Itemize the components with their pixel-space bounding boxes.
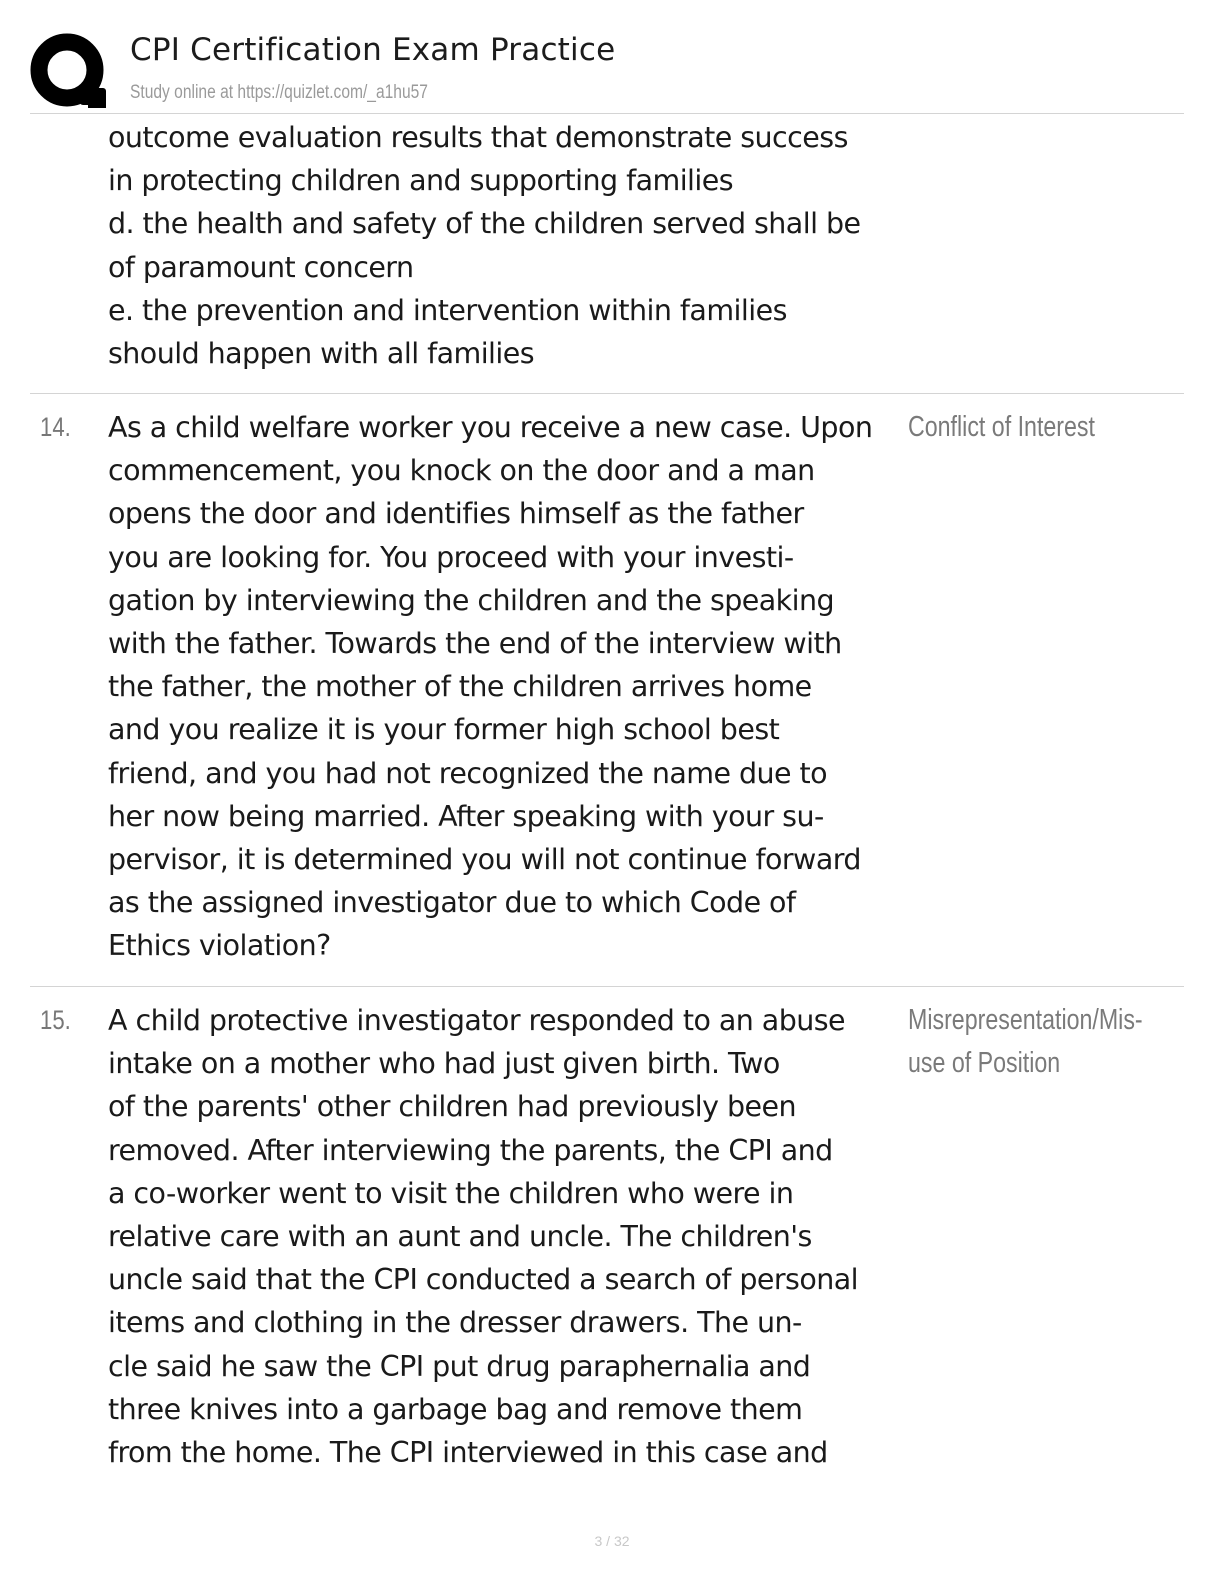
text-line: of the parents' other children had previously been xyxy=(108,1090,797,1124)
page-number: 3 / 32 xyxy=(594,1533,630,1549)
text-line: with the father. Towards the end of the interview with xyxy=(108,627,842,661)
quizlet-logo-icon xyxy=(30,32,110,112)
text-line: As a child welfare worker you receive a new case. Upon xyxy=(108,411,873,444)
text-line: Ethics violation? xyxy=(108,929,331,963)
page-title: CPI Certification Exam Practice xyxy=(130,32,616,68)
header-divider xyxy=(30,113,1184,114)
text-line: relative care with an aunt and uncle. The children's xyxy=(108,1220,812,1254)
text-line: opens the door and identifies himself as the father xyxy=(108,497,804,531)
answer-line: Misrepresentation/Mis- xyxy=(908,1004,1143,1036)
text-line: items and clothing in the dresser drawers. The un- xyxy=(108,1306,802,1340)
text-line: in protecting children and supporting families xyxy=(108,164,734,198)
text-line: the father, the mother of the children arrives home xyxy=(108,670,812,704)
continued-text xyxy=(108,116,908,375)
card-question xyxy=(108,406,908,968)
card-divider xyxy=(30,986,1184,987)
text-line: should happen with all families xyxy=(108,337,535,371)
text-line: as the assigned investigator due to which Code of xyxy=(108,886,796,920)
text-line: e. the prevention and intervention within families xyxy=(108,293,787,327)
text-line: from the home. The CPI interviewed in this case and xyxy=(108,1436,828,1470)
text-line: d. the health and safety of the children served shall be xyxy=(108,207,861,241)
page-header xyxy=(30,30,1190,114)
study-link[interactable]: Study online at https://quizlet.com/_a1hu57 xyxy=(130,82,428,103)
text-line: uncle said that the CPI conducted a search of personal xyxy=(108,1263,859,1297)
text-line: gation by interviewing the children and the speaking xyxy=(108,583,835,617)
card-answer xyxy=(908,406,1140,449)
text-line: removed. After interviewing the parents, the CPI and xyxy=(108,1133,833,1167)
card-number: 15. xyxy=(40,1005,71,1035)
text-line: you are looking for. You proceed with your investi- xyxy=(108,540,794,574)
text-line: friend, and you had not recognized the name due to xyxy=(108,756,828,790)
card-divider xyxy=(30,393,1184,394)
text-line: A child protective investigator responded to an abuse xyxy=(108,1004,846,1037)
text-line: and you realize it is your former high school best xyxy=(108,713,780,747)
answer-line: use of Position xyxy=(908,1047,1061,1080)
text-line: intake on a mother who had just given birth. Two xyxy=(108,1047,780,1081)
text-line: pervisor, it is determined you will not continue forward xyxy=(108,843,861,877)
text-line: three knives into a garbage bag and remove them xyxy=(108,1392,803,1426)
card-answer xyxy=(908,999,1143,1085)
text-line: of paramount concern xyxy=(108,250,414,284)
text-line: commencement, you knock on the door and a man xyxy=(108,454,815,488)
card-number: 14. xyxy=(40,412,71,442)
answer-line: Conflict of Interest xyxy=(908,411,1095,443)
text-line: outcome evaluation results that demonstrate success xyxy=(108,121,848,154)
text-line: a co-worker went to visit the children who were in xyxy=(108,1176,794,1210)
card-question xyxy=(108,999,908,1474)
text-line: cle said he saw the CPI put drug paraphernalia and xyxy=(108,1349,811,1383)
text-line: her now being married. After speaking with your su- xyxy=(108,799,824,833)
